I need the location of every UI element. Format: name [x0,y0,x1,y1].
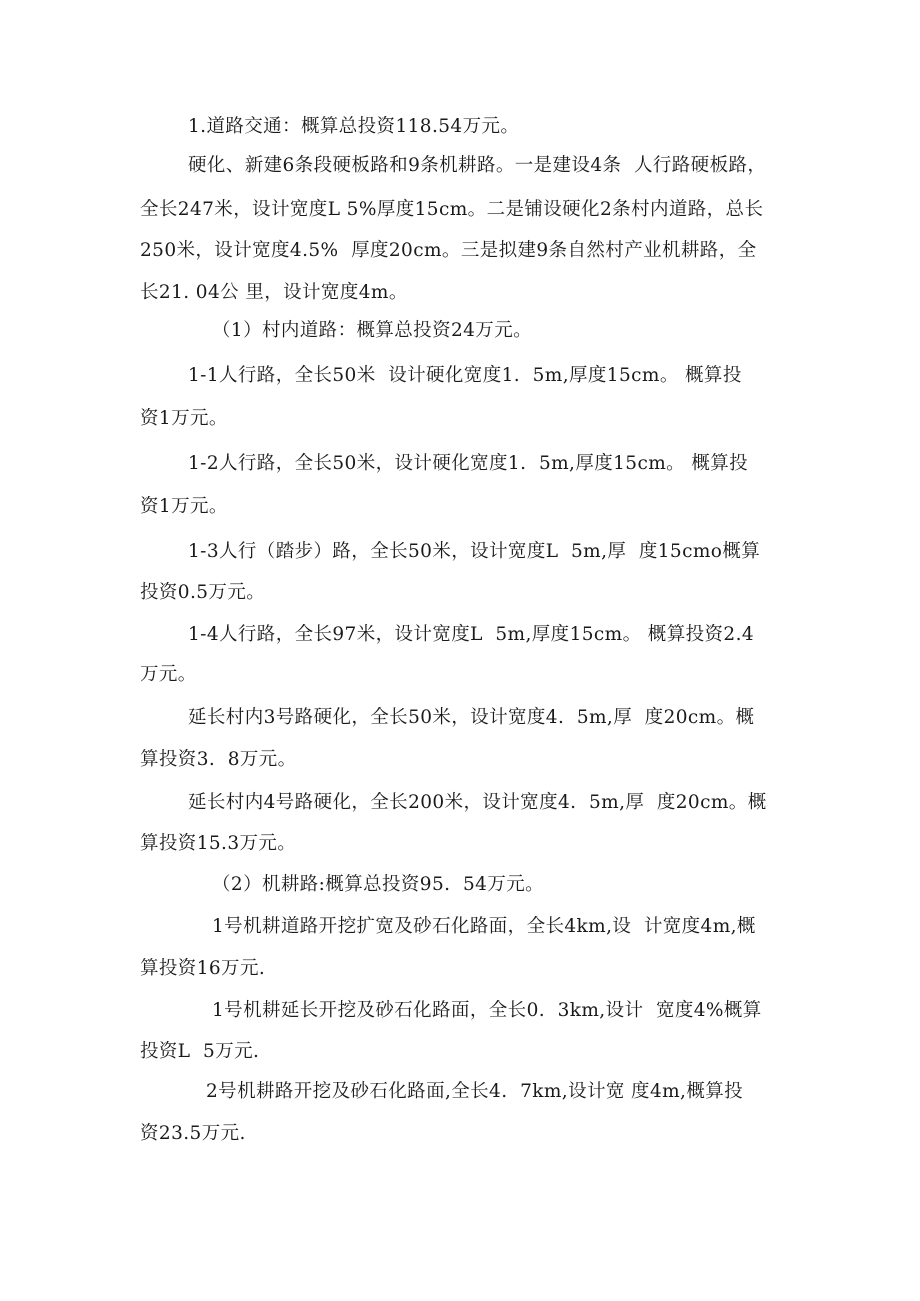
paragraph-line: 投资0.5万元。 [140,582,266,603]
paragraph-line: 1号机耕道路开挖扩宽及砂石化路面，全长4km,设 计宽度4m,概 [212,916,756,937]
paragraph-line: 硬化、新建6条段硬板路和9条机耕路。一是建设4条 人行路硬板路， [188,155,767,176]
paragraph-line: 延长村内4号路硬化，全长200米，设计宽度4. 5m,厚 度20cm。概 [188,792,767,813]
paragraph-line: 1-1人行路，全长50米 设计硬化宽度1. 5m,厚度15cm。 概算投 [188,365,742,386]
paragraph-line: 算投资16万元. [140,958,266,979]
paragraph-line: 1号机耕延长开挖及砂石化路面，全长0. 3km,设计 宽度4%概算 [212,1000,762,1021]
paragraph-line: 算投资15.3万元。 [140,833,297,854]
paragraph-line: 万元。 [140,664,197,685]
paragraph-line: 延长村内3号路硬化，全长50米，设计宽度4. 5m,厚 度20cm。概 [188,707,755,728]
subsection-heading-farm-roads: （2）机耕路:概算总投资95. 54万元。 [212,874,545,895]
paragraph-line: 250米，设计宽度4.5% 厚度20cm。三是拟建9条自然村产业机耕路，全 [140,240,757,261]
subsection-heading-village-roads: （1）村内道路：概算总投资24万元。 [212,320,533,341]
paragraph-line: 资1万元。 [140,496,228,517]
paragraph-line: 1-3人行（踏步）路，全长50米，设计宽度L 5m,厚 度15cmo概算 [188,541,761,562]
paragraph-line: 投资L 5万元. [140,1041,260,1062]
paragraph-line: 资1万元。 [140,408,228,429]
paragraph-line: 全长247米，设计宽度L 5%厚度15cm。二是铺设硬化2条村内道路，总长 [140,199,764,220]
paragraph-line: 长21. 04公 里，设计宽度4m。 [140,282,408,303]
paragraph-line: 2号机耕路开挖及砂石化路面,全长4. 7km,设计宽 度4m,概算投 [206,1081,744,1102]
paragraph-line: 1-4人行路，全长97米，设计宽度L 5m,厚度15cm。 概算投资2.4 [188,624,755,645]
paragraph-line: 资23.5万元. [140,1123,246,1144]
section-heading-road-traffic: 1.道路交通：概算总投资118.54万元。 [188,116,520,137]
paragraph-line: 算投资3. 8万元。 [140,749,297,770]
paragraph-line: 1-2人行路，全长50米，设计硬化宽度1. 5m,厚度15cm。 概算投 [188,453,749,474]
